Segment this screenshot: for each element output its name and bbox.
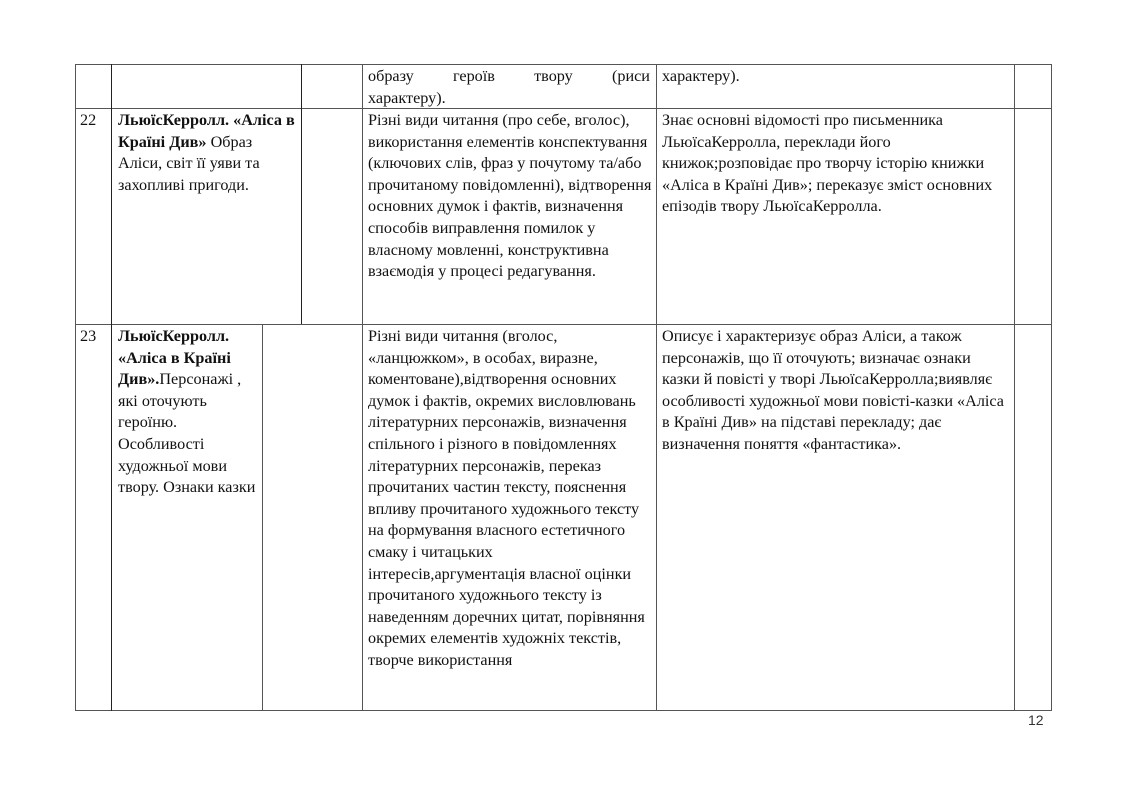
row23-results-text: Описує і характеризує образ Аліси, а також персонажів, що її оточують; визначає ознаки казки й повісті у творі ЛьюїсаКерролла;виявляє особливості художньої мови повісті-казки «Аліса в Країні Див» на підставі перекладу; дає визначення поняття «фантастика». (662, 327, 1004, 453)
topic-title: ЛьюїсКерролл. «Аліса в Країні Див». (118, 327, 231, 389)
row22-results-cell (662, 110, 1010, 218)
row0-activities-cell (368, 66, 650, 109)
col-divider-2-upper (301, 64, 302, 324)
col-divider-1 (111, 64, 112, 711)
row23-activities-text: Різні види читання (вголос, «ланцюжком», в особах, виразне, коментоване),відтворення основних думок і фактів, окремих висловлювань літературних персонажів, визначення спільного і різного в повідомленнях літературних персонажів, переказ прочитаних частин тексту, пояснення впливу прочитаного художнього тексту на формування власного естетичного смаку і читацьких інтересів,аргументація власної оцінки прочитаного художнього тексту із наведенням доречних цитат, порівняння окремих елементів художніх текстів, творче використання (368, 327, 645, 669)
row22-results-text: Знає основні відомості про письменника ЛьюїсаКерролла, переклади його книжок;розповідає про творчу історію книжки «Аліса в Країні Див»; переказує зміст основних епізодів твору ЛьюїсаКерролла. (662, 111, 993, 216)
row22-activities-text: Різні види читання (про себе, вголос), використання елементів конспектування (ключових слів, фраз у почутому та/або прочитаному повідомленні), відтворення основних думок і фактів, визначення способів виправлення помилок у власному мовленні, конструктивна взаємодія у процесі редагування. (368, 111, 652, 281)
table-border-top (75, 64, 1052, 65)
row23-number-cell (80, 326, 110, 348)
col-divider-4 (656, 64, 657, 711)
topic-description: Персонажі , які оточують героїню. Особливості художньої мови твору. Ознаки казки (118, 370, 256, 497)
row0-word: (риси (611, 67, 650, 85)
row-number: 23 (80, 327, 97, 345)
page-number: 12 (1028, 712, 1044, 728)
table-border-left (75, 64, 76, 711)
row22-number-cell (80, 110, 110, 132)
topic-title: ЛьюїсКерролл. «Аліса в Країні Див» (118, 111, 295, 151)
row0-word: твору (534, 67, 573, 85)
row23-results-cell (662, 326, 1010, 456)
row0-activities-first-line (368, 66, 650, 88)
row23-topic-cell (118, 326, 258, 499)
col-divider-3 (362, 64, 363, 711)
row23-activities-cell (368, 326, 652, 672)
row-divider-2 (75, 324, 1052, 325)
row0-word: героїв (452, 67, 495, 85)
row0-results-text: характеру). (662, 67, 740, 85)
table-border-right (1051, 64, 1052, 711)
row23-topic (118, 326, 258, 499)
row0-word: образу (368, 67, 414, 85)
row-number: 22 (80, 111, 97, 129)
row22-activities-cell (368, 110, 652, 283)
topic-description: Образ Аліси, світ її уяви та захопливі пригоди. (118, 132, 260, 194)
col-divider-5 (1014, 64, 1015, 711)
row22-topic (118, 110, 298, 196)
row0-activities-rest: характеру). (368, 88, 446, 107)
row0-results-cell (662, 66, 1010, 88)
col-divider-2-lower (262, 324, 263, 710)
row22-topic-cell (118, 110, 298, 196)
table-border-bottom (75, 710, 1052, 711)
